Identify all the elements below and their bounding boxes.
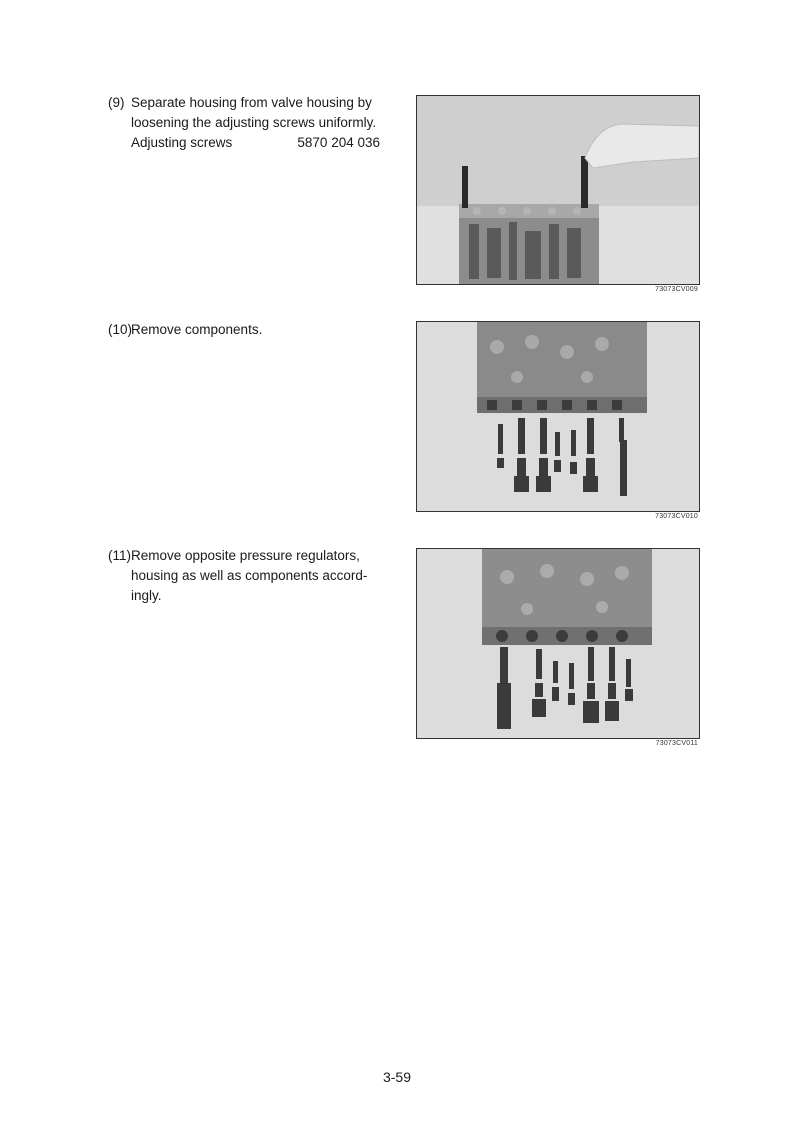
- step-9: [108, 93, 380, 153]
- photo-caption: 73073CV010: [655, 513, 698, 520]
- photo-caption: 73073CV009: [655, 286, 698, 293]
- pressure-regulators-photo: [417, 549, 699, 738]
- step-10: [108, 320, 380, 340]
- photo-step-11: [416, 548, 700, 739]
- photo-step-10: [416, 321, 700, 512]
- page-number: 3-59: [382, 1069, 412, 1085]
- tool-name: Adjusting screws: [131, 135, 233, 150]
- tool-part-number: 5870 204 036: [297, 135, 380, 150]
- step-number: (11): [108, 548, 132, 563]
- step-text-line: housing as well as components accord-: [131, 568, 368, 583]
- photo-step-9: [416, 95, 700, 285]
- tool-line: [131, 133, 380, 153]
- components-photo: [417, 322, 699, 511]
- step-text-line: Remove opposite pressure regulators,: [131, 548, 360, 563]
- photo-caption: 73073CV011: [655, 740, 698, 747]
- step-text-line: Remove components.: [131, 322, 263, 337]
- step-text-line: ingly.: [131, 588, 162, 603]
- step-text-line: Separate housing from valve housing by: [131, 95, 372, 110]
- step-11: [108, 546, 380, 606]
- valve-housing-photo: [417, 96, 699, 284]
- step-text-line: loosening the adjusting screws uniformly.: [131, 115, 377, 130]
- step-number: (10): [108, 322, 133, 337]
- step-number: (9): [108, 95, 125, 110]
